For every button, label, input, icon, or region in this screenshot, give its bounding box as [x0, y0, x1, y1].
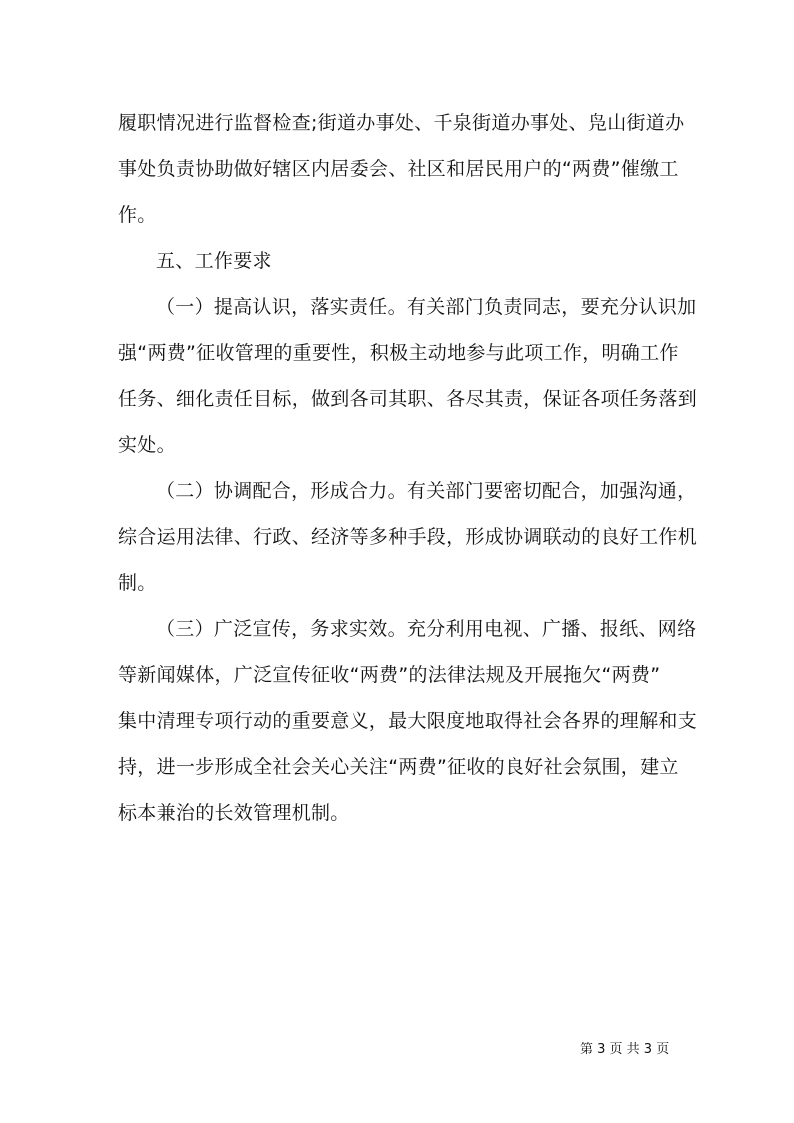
body-line: 制。 [118, 572, 157, 594]
paragraph-first-line: （三）广泛宣传，务求实效。充分利用电视、广播、报纸、网络 [156, 618, 697, 640]
body-line: 集中清理专项行动的重要意义，最大限度地取得社会各界的理解和支 [118, 710, 698, 732]
body-line: 综合运用法律、行政、经济等多种手段，形成协调联动的良好工作机 [118, 526, 698, 548]
document-body [118, 100, 698, 836]
body-line: 持，进一步形成全社会关心关注“两费”征收的良好社会氛围，建立 [118, 756, 679, 778]
page-number-footer: 第 3 页 共 3 页 [580, 1042, 670, 1057]
body-line: 作。 [118, 204, 157, 226]
body-line: 实处。 [118, 434, 176, 456]
paragraph-first-line: （一）提高认识，落实责任。有关部门负责同志，要充分认识加 [156, 296, 697, 318]
paragraph-first-line: （二）协调配合，形成合力。有关部门要密切配合，加强沟通， [156, 480, 697, 502]
body-line: 任务、细化责任目标，做到各司其职、各尽其责，保证各项任务落到 [118, 388, 698, 410]
body-line: 标本兼治的长效管理机制。 [118, 802, 350, 824]
section-heading: 五、工作要求 [156, 250, 272, 272]
body-line: 履职情况进行监督检查;街道办事处、千泉街道办事处、凫山街道办 [118, 112, 685, 134]
body-line: 等新闻媒体，广泛宣传征收“两费”的法律法规及开展拖欠“两费” [118, 664, 661, 686]
body-line: 事处负责协助做好辖区内居委会、社区和居民用户的“两费”催缴工 [118, 158, 679, 180]
body-line: 强“两费”征收管理的重要性，积极主动地参与此项工作，明确工作 [118, 342, 679, 364]
